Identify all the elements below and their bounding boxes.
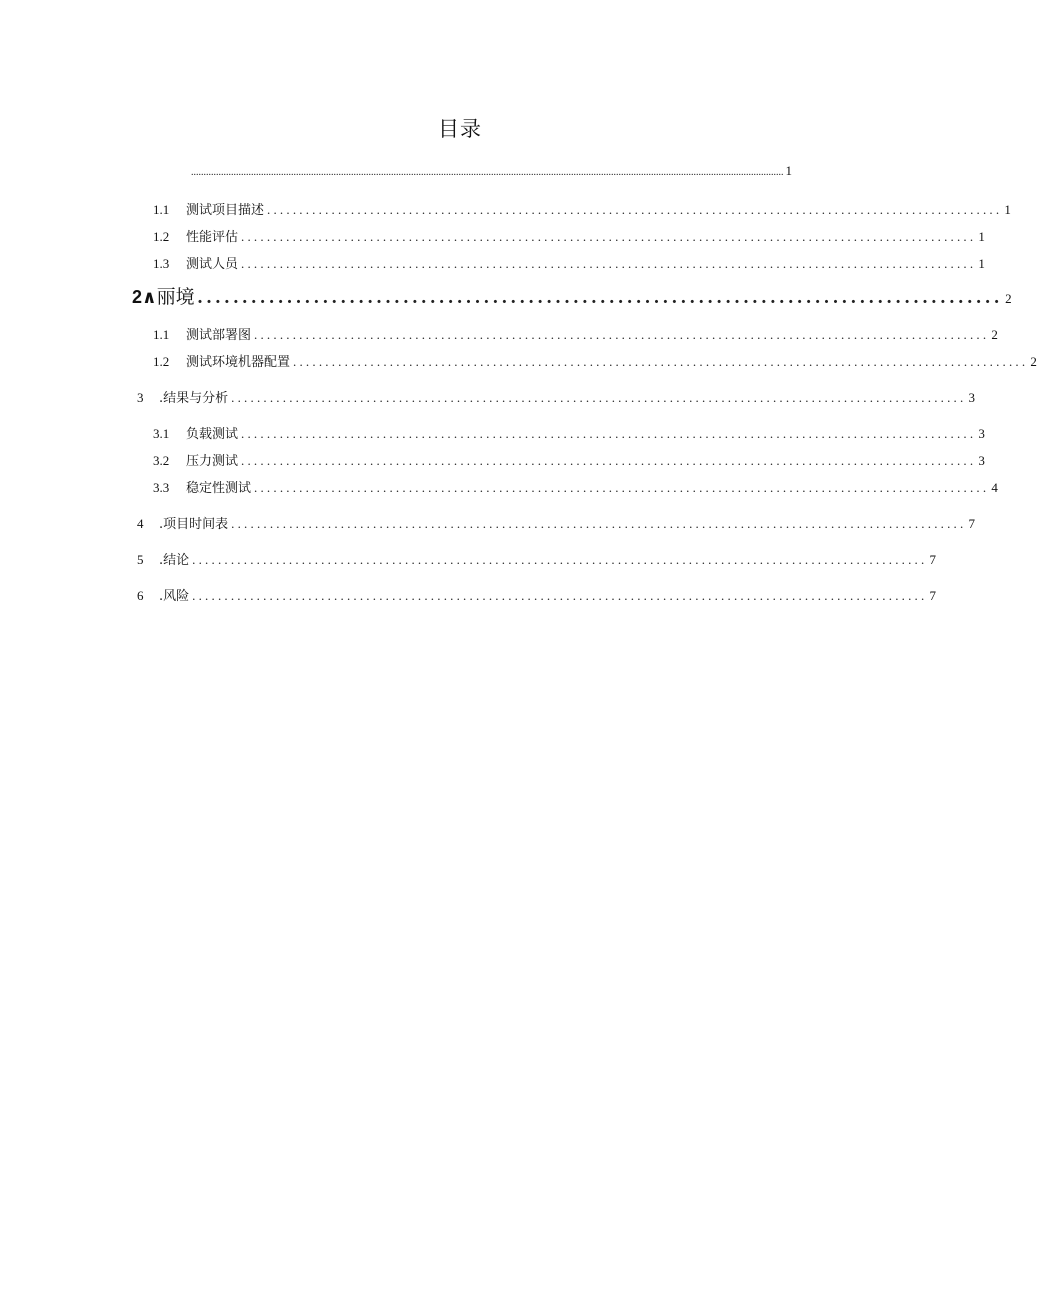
toc-entry-2[interactable] [132,285,1012,311]
toc-page-number: 2 [1030,354,1037,369]
toc-entry-1-2[interactable] [153,228,985,247]
toc-entry-label: 压力测试 [186,454,239,469]
toc-page-number: 2 [1005,291,1012,306]
toc-entry-label: .结果与分析 [159,391,229,406]
toc-entry-number: 3.3 [153,480,170,495]
toc-leader: .................................................................................................................. [241,426,977,441]
toc-leader: .................................................................................................................. [254,327,990,342]
toc-leader: .................................................................................................................. [241,453,977,468]
toc-leader: .................................................................................................................. [192,552,928,567]
toc-entry-number: 3.2 [153,453,170,468]
toc-entry-untitled[interactable] [191,162,792,182]
toc-entry-3-1[interactable] [153,425,985,444]
toc-entry-2-2[interactable] [153,353,1037,372]
toc-page-number: 1 [1004,202,1011,217]
toc-page-number: 7 [929,552,936,567]
toc-page-number: 3 [968,390,975,405]
toc-entry-number: 1.3 [153,256,170,271]
toc-entry-5[interactable] [137,551,936,570]
toc-entry-6[interactable] [137,587,936,606]
toc-leader: .................................................................................................................. [241,256,977,271]
toc-leader: .................................................................................................................. [267,202,1003,217]
toc-entry-1-3[interactable] [153,255,985,274]
toc-leader: ............................................................................................................................................................................................................................................. [191,167,784,178]
toc-entry-number: 3 [137,390,144,405]
toc-entry-3-3[interactable] [153,479,998,498]
toc-entry-1-1[interactable] [153,201,1011,220]
toc-entry-label: 丽境 [156,286,195,308]
toc-page-number: 7 [929,588,936,603]
toc-entry-label: 负载测试 [186,427,239,442]
toc-entry-number: 3.1 [153,426,170,441]
toc-entry-2-1[interactable] [153,326,998,345]
toc-entry-label: 测试项目描述 [186,203,265,218]
toc-page-number: 4 [991,480,998,495]
toc-entry-label: 测试环境机器配置 [186,355,291,370]
toc-page-number: 1 [978,256,985,271]
toc-leader: .................................................................................................................. [231,390,967,405]
toc-page-number: 3 [978,426,985,441]
toc-entry-number: 5 [137,552,144,567]
toc-leader: .................................................................................................................. [293,354,1029,369]
toc-entry-label: .项目时间表 [159,517,229,532]
toc-entry-number: 1.2 [153,229,170,244]
toc-leader: .................................................................................................................. [241,229,977,244]
toc-entry-label: 稳定性测试 [186,481,252,496]
toc-leader: .......................................................................................... [197,287,1004,308]
toc-entry-label: 测试人员 [186,257,239,272]
toc-page-number: 3 [978,453,985,468]
toc-entry-label: .风险 [159,589,190,604]
toc-leader: .................................................................................................................. [254,480,990,495]
toc-entry-3-2[interactable] [153,452,985,471]
toc-page-number: 1 [978,229,985,244]
toc-entry-number: 4 [137,516,144,531]
toc-entry-4[interactable] [137,515,975,534]
toc-leader: .................................................................................................................. [192,588,928,603]
toc-entry-label: .结论 [159,553,190,568]
toc-entry-3[interactable] [137,389,975,408]
toc-page-number: 7 [968,516,975,531]
toc-title: 目录 [438,117,482,141]
toc-entry-number: 6 [137,588,144,603]
toc-page-number: 2 [991,327,998,342]
toc-entry-label: 性能评估 [186,230,239,245]
toc-entry-label: 测试部署图 [186,328,252,343]
toc-entry-number: 1.1 [153,202,170,217]
toc-leader: .................................................................................................................. [231,516,967,531]
toc-entry-number: 1.1 [153,327,170,342]
toc-entry-number: 2∧ [132,287,157,307]
toc-page-number: 1 [785,163,792,178]
toc-entry-number: 1.2 [153,354,170,369]
